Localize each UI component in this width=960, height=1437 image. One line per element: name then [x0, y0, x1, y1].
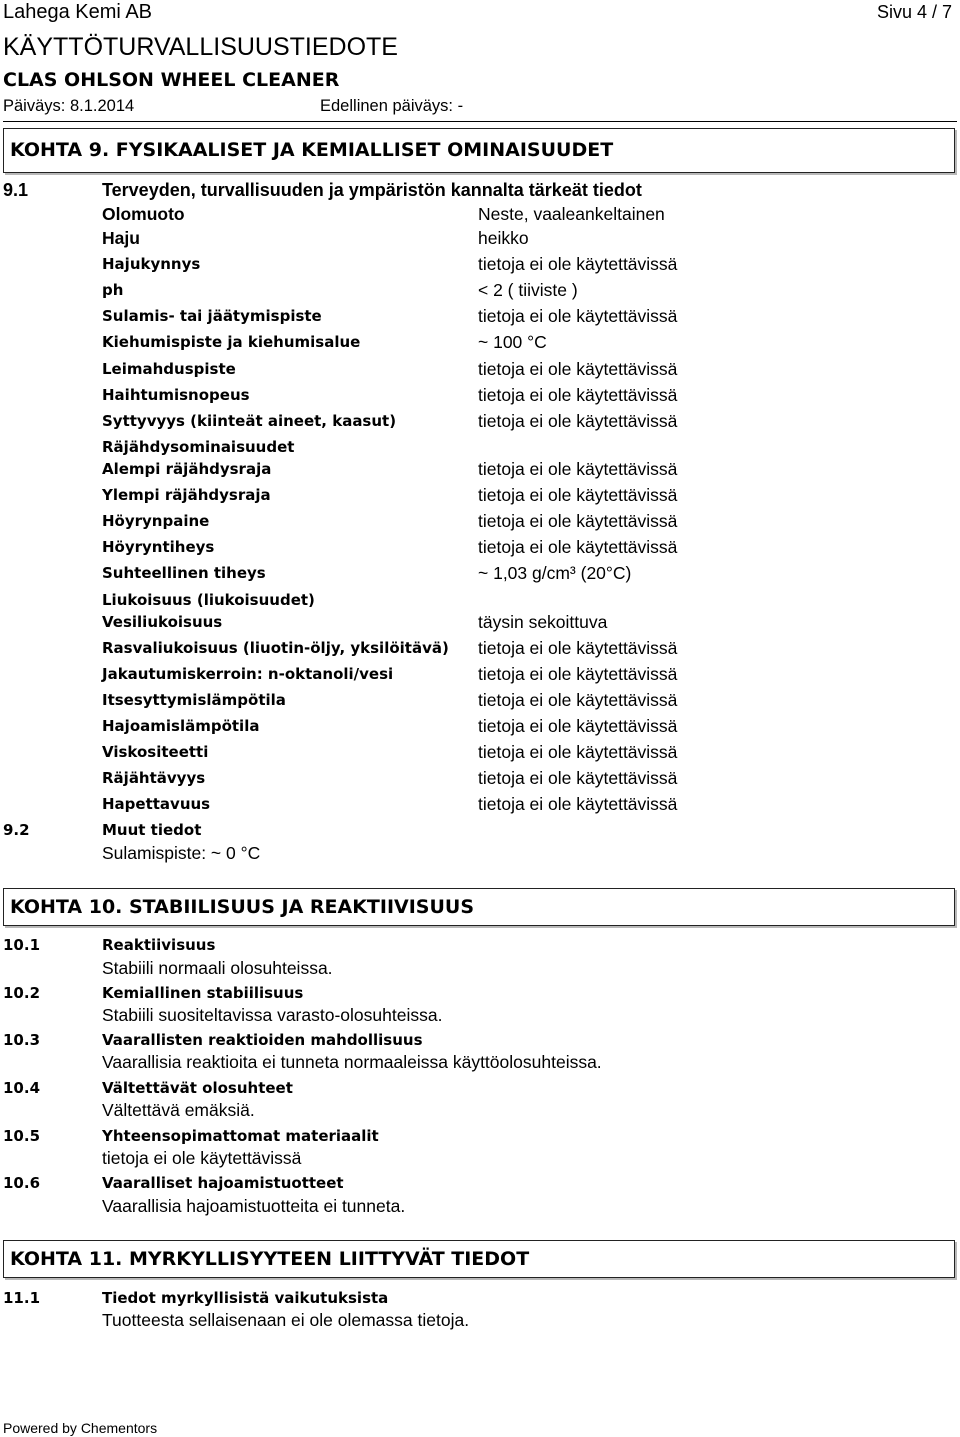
property-row: [0, 536, 960, 558]
issue-date: Päiväys: 8.1.2014: [3, 97, 135, 115]
property-label: Haihtumisnopeus: [102, 386, 250, 404]
subsection-body: [0, 1195, 960, 1217]
previous-date: Edellinen päiväys: -: [320, 97, 464, 115]
subsection-body: [0, 1147, 960, 1169]
property-row: [0, 203, 960, 225]
property-value: tietoja ei ole käytettävissä: [478, 664, 678, 684]
property-row: [0, 793, 960, 815]
subsection-number: 10.3: [3, 1031, 41, 1049]
subsection-title: Reaktiivisuus: [102, 936, 216, 954]
subsection-body: [0, 1051, 960, 1073]
property-row: [0, 384, 960, 406]
subsection-number: 10.4: [3, 1079, 41, 1097]
property-value: ~ 1,03 g/cm³ (20°C): [478, 563, 632, 583]
section-11-title: KOHTA 11. MYRKYLLISYYTEEN LIITTYVÄT TIEDOT: [3, 1240, 955, 1278]
subsection-title: Vaaralliset hajoamistuotteet: [102, 1174, 344, 1192]
company-name: Lahega Kemi AB: [3, 1, 152, 23]
property-label: Hapettavuus: [102, 795, 211, 813]
property-row: [0, 611, 960, 633]
subsection-text: Stabiili normaali olosuhteissa.: [102, 958, 333, 978]
property-label: Rasvaliukoisuus (liuotin-öljy, yksilöitävä): [102, 639, 449, 657]
property-group-label: Liukoisuus (liukoisuudet): [102, 591, 315, 609]
property-label: Haju: [102, 228, 140, 248]
property-row: [0, 562, 960, 584]
property-row: [0, 741, 960, 763]
property-value: tietoja ei ole käytettävissä: [478, 742, 678, 762]
property-value: tietoja ei ole käytettävissä: [478, 716, 678, 736]
property-label: ph: [102, 281, 124, 299]
subsection-body: [0, 1309, 960, 1331]
property-label: Suhteellinen tiheys: [102, 564, 266, 582]
subsection-text: tietoja ei ole käytettävissä: [102, 1148, 302, 1168]
property-value: tietoja ei ole käytettävissä: [478, 690, 678, 710]
subsection-9-1-heading: [0, 179, 960, 201]
property-value: täysin sekoittuva: [478, 612, 608, 632]
property-label: Alempi räjähdysraja: [102, 460, 272, 478]
property-value: tietoja ei ole käytettävissä: [478, 511, 678, 531]
property-row: [0, 253, 960, 275]
property-row: [0, 331, 960, 353]
property-group-label: Räjähdysominaisuudet: [102, 438, 295, 456]
section-10-title: KOHTA 10. STABIILISUUS JA REAKTIIVISUUS: [3, 888, 955, 926]
product-name: CLAS OHLSON WHEEL CLEANER: [3, 69, 340, 91]
section-9-title: KOHTA 9. FYSIKAALISET JA KEMIALLISET OMINAISUUDET: [3, 128, 955, 173]
property-label: Hajoamislämpötila: [102, 717, 260, 735]
header-divider: [3, 121, 957, 122]
document-title: KÄYTTÖTURVALLISUUSTIEDOTE: [3, 33, 398, 61]
subsection-text: Stabiili suositeltavissa varasto-olosuhteissa.: [102, 1005, 443, 1025]
property-value: Neste, vaaleankeltainen: [478, 204, 665, 224]
property-row: [0, 227, 960, 249]
property-label: Höyryntiheys: [102, 538, 215, 556]
property-value: tietoja ei ole käytettävissä: [478, 485, 678, 505]
subsection-body: [0, 1099, 960, 1121]
property-row: [0, 510, 960, 532]
footer-credit: Powered by Chementors: [3, 1420, 158, 1436]
property-label: Leimahduspiste: [102, 360, 236, 378]
subsection-heading: [0, 1287, 960, 1309]
subsection-title: Vaarallisten reaktioiden mahdollisuus: [102, 1031, 423, 1049]
property-value: tietoja ei ole käytettävissä: [478, 411, 678, 431]
subsection-heading: [0, 982, 960, 1004]
subsection-body: [0, 1004, 960, 1026]
property-label: Hajukynnys: [102, 255, 201, 273]
property-label: Ylempi räjähdysraja: [102, 486, 271, 504]
subsection-text: Sulamispiste: ~ 0 °C: [102, 843, 261, 863]
property-value: tietoja ei ole käytettävissä: [478, 385, 678, 405]
subsection-title: Kemiallinen stabiilisuus: [102, 984, 304, 1002]
subsection-title: Terveyden, turvallisuuden ja ympäristön kannalta tärkeät tiedot: [102, 180, 642, 200]
subsection-text: Vaarallisia hajoamistuotteita ei tunneta.: [102, 1196, 406, 1216]
subsection-text: Vaarallisia reaktioita ei tunneta normaaleissa käyttöolosuhteissa.: [102, 1052, 602, 1072]
property-label: Räjähtävyys: [102, 769, 206, 787]
subsection-number: 9.1: [3, 180, 29, 200]
subsection-number: 10.1: [3, 936, 41, 954]
property-value: heikko: [478, 228, 529, 248]
subsection-title: Vältettävät olosuhteet: [102, 1079, 293, 1097]
property-value: tietoja ei ole käytettävissä: [478, 459, 678, 479]
property-value: tietoja ei ole käytettävissä: [478, 306, 678, 326]
subsection-9-2-text: [0, 842, 960, 864]
property-row: [0, 458, 960, 480]
property-group-heading: [0, 436, 960, 458]
property-value: tietoja ei ole käytettävissä: [478, 768, 678, 788]
property-row: [0, 279, 960, 301]
property-value: tietoja ei ole käytettävissä: [478, 638, 678, 658]
property-value: tietoja ei ole käytettävissä: [478, 794, 678, 814]
subsection-heading: [0, 1029, 960, 1051]
subsection-number: 10.6: [3, 1174, 41, 1192]
property-value: tietoja ei ole käytettävissä: [478, 254, 678, 274]
property-group-heading: [0, 589, 960, 611]
subsection-title: Yhteensopimattomat materiaalit: [102, 1127, 379, 1145]
subsection-body: [0, 957, 960, 979]
property-label: Vesiliukoisuus: [102, 613, 223, 631]
property-label: Olomuoto: [102, 204, 185, 224]
subsection-number: 9.2: [3, 821, 30, 839]
page-indicator: Sivu 4 / 7: [876, 2, 952, 22]
property-value: ~ 100 °C: [478, 332, 547, 352]
subsection-title: Muut tiedot: [102, 821, 202, 839]
subsection-text: Vältettävä emäksiä.: [102, 1100, 255, 1120]
property-row: [0, 689, 960, 711]
property-row: [0, 484, 960, 506]
subsection-title: Tiedot myrkyllisistä vaikutuksista: [102, 1289, 389, 1307]
property-row: [0, 410, 960, 432]
property-label: Syttyvyys (kiinteät aineet, kaasut): [102, 412, 397, 430]
subsection-heading: [0, 1125, 960, 1147]
subsection-number: 11.1: [3, 1289, 41, 1307]
property-label: Höyrynpaine: [102, 512, 210, 530]
subsection-heading: [0, 1172, 960, 1194]
property-label: Kiehumispiste ja kiehumisalue: [102, 333, 361, 351]
property-value: tietoja ei ole käytettävissä: [478, 359, 678, 379]
property-label: Viskositeetti: [102, 743, 209, 761]
property-value: tietoja ei ole käytettävissä: [478, 537, 678, 557]
property-value: < 2 ( tiiviste ): [478, 280, 578, 300]
subsection-9-2-heading: [0, 819, 960, 841]
property-label: Itsesyttymislämpötila: [102, 691, 286, 709]
property-row: [0, 715, 960, 737]
property-row: [0, 767, 960, 789]
property-row: [0, 637, 960, 659]
subsection-heading: [0, 1077, 960, 1099]
subsection-number: 10.5: [3, 1127, 41, 1145]
property-row: [0, 358, 960, 380]
property-label: Sulamis- tai jäätymispiste: [102, 307, 322, 325]
property-row: [0, 305, 960, 327]
property-label: Jakautumiskerroin: n-oktanoli/vesi: [102, 665, 394, 683]
property-row: [0, 663, 960, 685]
subsection-heading: [0, 934, 960, 956]
subsection-number: 10.2: [3, 984, 41, 1002]
subsection-text: Tuotteesta sellaisenaan ei ole olemassa tietoja.: [102, 1310, 470, 1330]
